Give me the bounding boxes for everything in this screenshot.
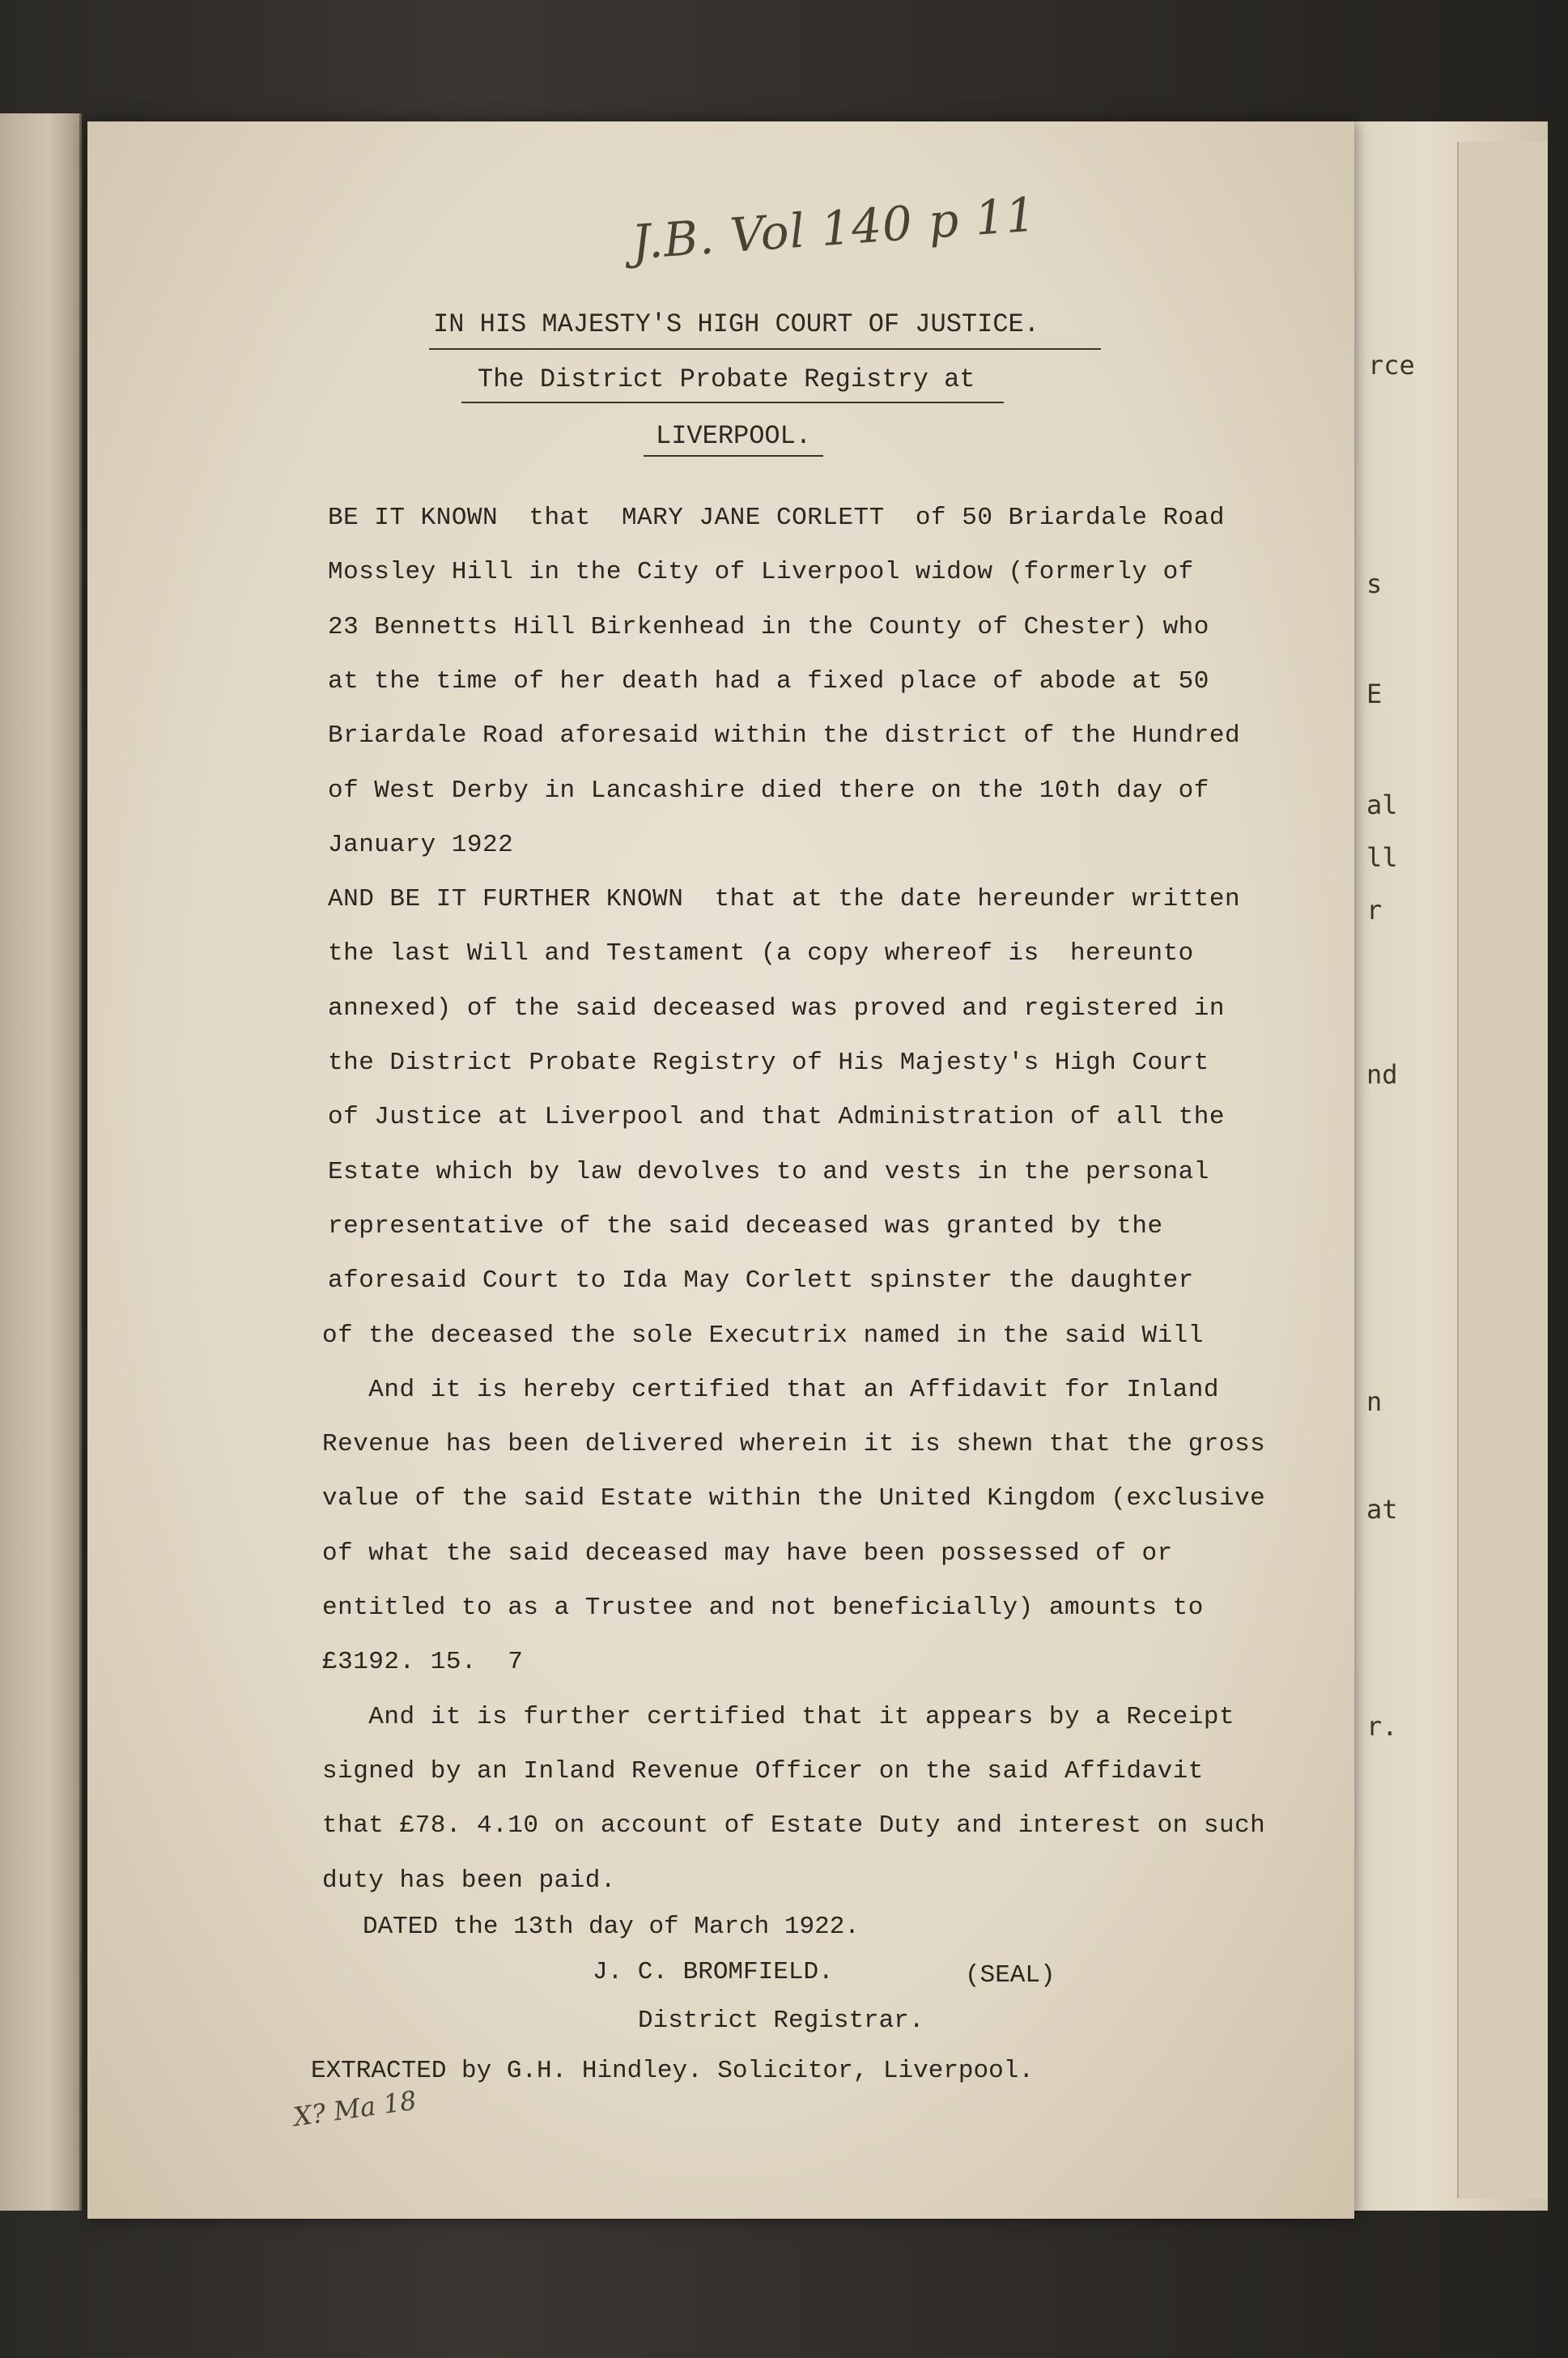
adjacent-fragment: n — [1366, 1386, 1383, 1417]
heading-underline — [461, 402, 1004, 403]
body-line: the District Probate Registry of His Majesty's High Court — [328, 1049, 1209, 1077]
body-line: Mossley Hill in the City of Liverpool widow (formerly of — [328, 558, 1194, 587]
body-line: Revenue has been delivered wherein it is shewn that the gross — [322, 1430, 1266, 1459]
body-line: Briardale Road aforesaid within the district of the Hundred — [328, 721, 1241, 751]
body-line: 23 Bennetts Hill Birkenhead in the County of Chester) who — [328, 612, 1209, 641]
body-line: that £78. 4.10 on account of Estate Duty and interest on such — [322, 1811, 1266, 1841]
body-line: representative of the said deceased was granted by the — [328, 1211, 1163, 1241]
body-line: of West Derby in Lancashire died there on the 10th day of — [328, 776, 1209, 805]
body-line: January 1922 — [328, 830, 514, 859]
registrar-name: J. C. BROMFIELD. — [593, 1958, 834, 1986]
adjacent-fragment: r. — [1366, 1711, 1398, 1742]
registrar-title: District Registrar. — [638, 2007, 924, 2035]
margin-note: X? Ma 18 — [291, 2084, 419, 2133]
city-heading: LIVERPOOL. — [656, 421, 812, 451]
adjacent-fragment: nd — [1366, 1059, 1398, 1090]
body-line: of the deceased the sole Executrix named in the said Will — [322, 1321, 1204, 1350]
body-line: And it is further certified that it appears by a Receipt — [322, 1702, 1235, 1731]
adjacent-fragment: s — [1366, 568, 1383, 599]
extracted-line: EXTRACTED by G.H. Hindley. Solicitor, Liverpool. — [311, 2057, 1034, 2085]
body-line: BE IT KNOWN that MARY JANE CORLETT of 50 Briardale Road — [328, 504, 1225, 532]
court-heading: IN HIS MAJESTY'S HIGH COURT OF JUSTICE. — [433, 309, 1039, 339]
reference-note: J.B. Vol 140 p 11 — [630, 186, 1039, 270]
dated-line: DATED the 13th day of March 1922. — [363, 1913, 860, 1941]
body-line: AND BE IT FURTHER KNOWN that at the date hereunder written — [328, 885, 1241, 914]
seal-mark: (SEAL) — [965, 1961, 1056, 1990]
body-line: And it is hereby certified that an Affidavit for Inland — [322, 1375, 1219, 1404]
adjacent-fragment: ll — [1366, 842, 1398, 873]
body-line: aforesaid Court to Ida May Corlett spinster the daughter — [328, 1266, 1194, 1296]
body-line: signed by an Inland Revenue Officer on the said Affidavit — [322, 1756, 1204, 1786]
adjacent-fragment: al — [1366, 790, 1398, 820]
heading-underline — [429, 348, 1101, 350]
adjacent-fragment: r — [1366, 895, 1383, 926]
body-line: of Justice at Liverpool and that Administration of all the — [328, 1103, 1225, 1132]
left-page-edge — [0, 113, 82, 2211]
underlying-leaves-edge — [1457, 142, 1548, 2198]
body-line: annexed) of the said deceased was proved and registered in — [328, 994, 1225, 1023]
adjacent-fragment: at — [1366, 1494, 1398, 1525]
body-line: at the time of her death had a fixed place of abode at 50 — [328, 666, 1209, 696]
adjacent-fragment: rce — [1368, 350, 1415, 381]
body-line: £3192. 15. 7 — [322, 1648, 524, 1677]
registry-heading: The District Probate Registry at — [478, 364, 975, 394]
body-line: of what the said deceased may have been possessed of or — [322, 1539, 1173, 1568]
body-line: the last Will and Testament (a copy whereof is hereunto — [328, 939, 1194, 968]
heading-underline — [644, 455, 823, 457]
body-line: duty has been paid. — [322, 1866, 616, 1895]
body-line: Estate which by law devolves to and vests in the personal — [328, 1157, 1209, 1186]
body-line: entitled to as a Trustee and not beneficially) amounts to — [322, 1594, 1204, 1622]
body-line: value of the said Estate within the United Kingdom (exclusive — [322, 1484, 1266, 1513]
adjacent-fragment: E — [1366, 679, 1383, 709]
